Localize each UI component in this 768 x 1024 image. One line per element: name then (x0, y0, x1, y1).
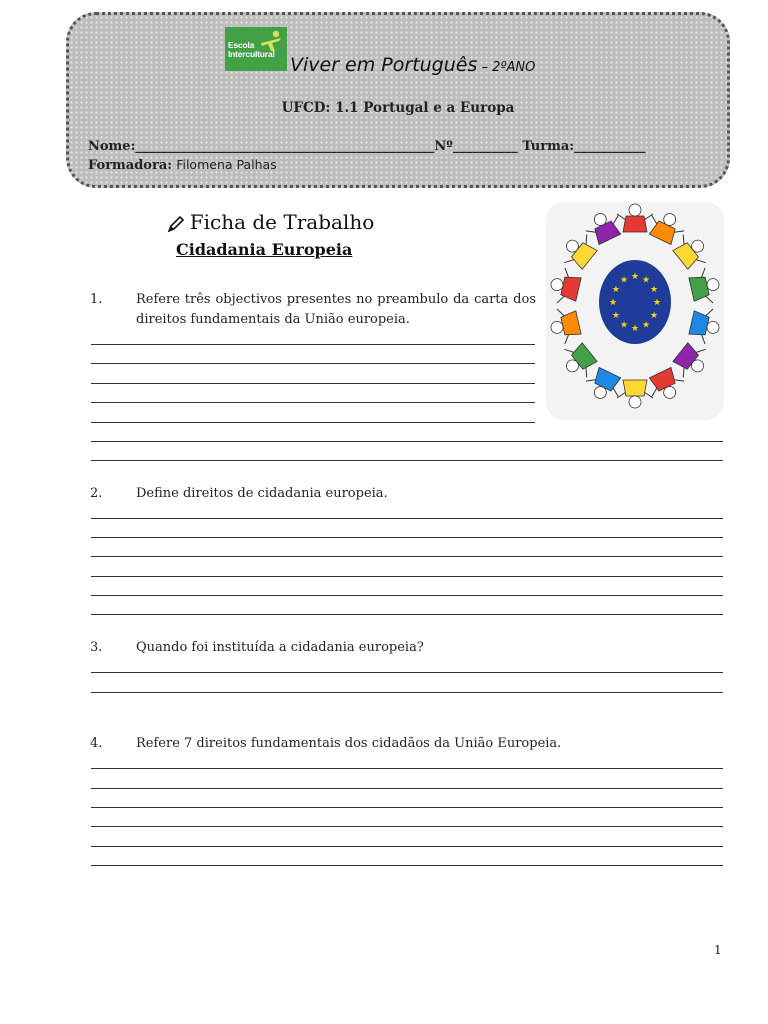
answer-line[interactable] (91, 846, 723, 847)
eu-star-icon: ★ (611, 311, 620, 321)
child-figure (644, 365, 689, 406)
child-figure (644, 206, 689, 247)
answer-line[interactable] (91, 768, 723, 769)
numero-field[interactable]: __________ (452, 139, 518, 154)
eu-star-icon: ★ (650, 285, 659, 295)
answer-line[interactable] (91, 788, 723, 789)
answer-line[interactable] (91, 344, 535, 345)
answer-line[interactable] (91, 556, 723, 557)
child-figure (688, 266, 723, 307)
answer-line[interactable] (91, 363, 535, 364)
course-title: Viver em Português – 2ºANO (290, 54, 536, 76)
nome-field[interactable]: ______________________________________________ (135, 139, 435, 154)
child-figure (617, 380, 653, 408)
worksheet-title: Ficha de Trabalho (160, 210, 380, 234)
answer-line[interactable] (91, 383, 535, 384)
eu-star-icon: ★ (630, 272, 640, 282)
answer-line[interactable] (91, 672, 723, 673)
answer-line[interactable] (91, 460, 723, 461)
answer-line[interactable] (91, 595, 723, 596)
question-number: 1. (90, 292, 103, 307)
answer-line[interactable] (91, 692, 723, 693)
numero-label: Nº (434, 139, 453, 154)
question-4 (90, 734, 722, 754)
answer-line[interactable] (91, 537, 723, 538)
formadora-label: Formadora: (88, 158, 173, 173)
answer-line[interactable] (91, 441, 723, 442)
answer-line[interactable] (91, 807, 723, 808)
turma-label: Turma: (522, 139, 575, 154)
nome-label: Nome: (88, 139, 136, 154)
eu-star-icon: ★ (630, 324, 640, 334)
question-text: Define direitos de cidadania europeia. (136, 486, 388, 501)
eu-star-icon: ★ (650, 311, 659, 321)
question-text: Refere 7 direitos fundamentais dos cidadãos da União Europeia. (136, 736, 562, 751)
child-figure (582, 365, 627, 406)
child-figure (557, 228, 601, 274)
answer-line[interactable] (91, 576, 723, 577)
eu-star-icon: ★ (641, 320, 651, 331)
question-number: 2. (90, 486, 103, 501)
child-figure (617, 204, 653, 232)
student-info-line (88, 139, 646, 154)
question-number: 4. (90, 736, 103, 751)
turma-field[interactable]: ___________ (574, 139, 646, 154)
answer-line[interactable] (91, 402, 535, 403)
eu-star-icon: ★ (641, 275, 651, 286)
formadora-value: Filomena Palhas (176, 157, 277, 172)
eu-star-icon: ★ (652, 298, 662, 308)
question-1 (90, 290, 536, 330)
child-figure (582, 206, 627, 247)
eu-flag-icon (546, 202, 724, 420)
question-3 (90, 638, 722, 658)
answer-line[interactable] (91, 518, 723, 519)
eu-children-circle-image (546, 202, 724, 420)
answer-line[interactable] (91, 614, 723, 615)
child-figure (547, 305, 582, 346)
school-logo (225, 27, 287, 71)
page-number: 1 (714, 943, 722, 957)
answer-line[interactable] (91, 826, 723, 827)
child-figure (547, 266, 582, 307)
child-figure (688, 305, 723, 346)
ufcd-label: UFCD: 1.1 Portugal e a Europa (281, 100, 515, 116)
question-text: Quando foi instituída a cidadania europeia? (136, 640, 424, 655)
eu-star-icon: ★ (608, 298, 618, 308)
formadora-line (88, 157, 277, 173)
eu-star-icon: ★ (619, 275, 629, 286)
child-figure (669, 338, 713, 384)
question-2 (90, 484, 722, 504)
child-figure (557, 338, 601, 384)
logo-text: Escola Intercultural (228, 40, 275, 59)
worksheet-subtitle: Cidadania Europeia (176, 240, 353, 259)
eu-star-icon: ★ (611, 285, 620, 295)
pencil-icon (166, 214, 186, 234)
answer-line[interactable] (91, 422, 535, 423)
eu-star-icon: ★ (619, 320, 629, 331)
question-text: Refere três objectivos presentes no preambulo da carta dos direitos fundamentais da União europeia. (136, 292, 536, 327)
answer-line[interactable] (91, 865, 723, 866)
question-number: 3. (90, 640, 103, 655)
child-figure (669, 228, 713, 274)
